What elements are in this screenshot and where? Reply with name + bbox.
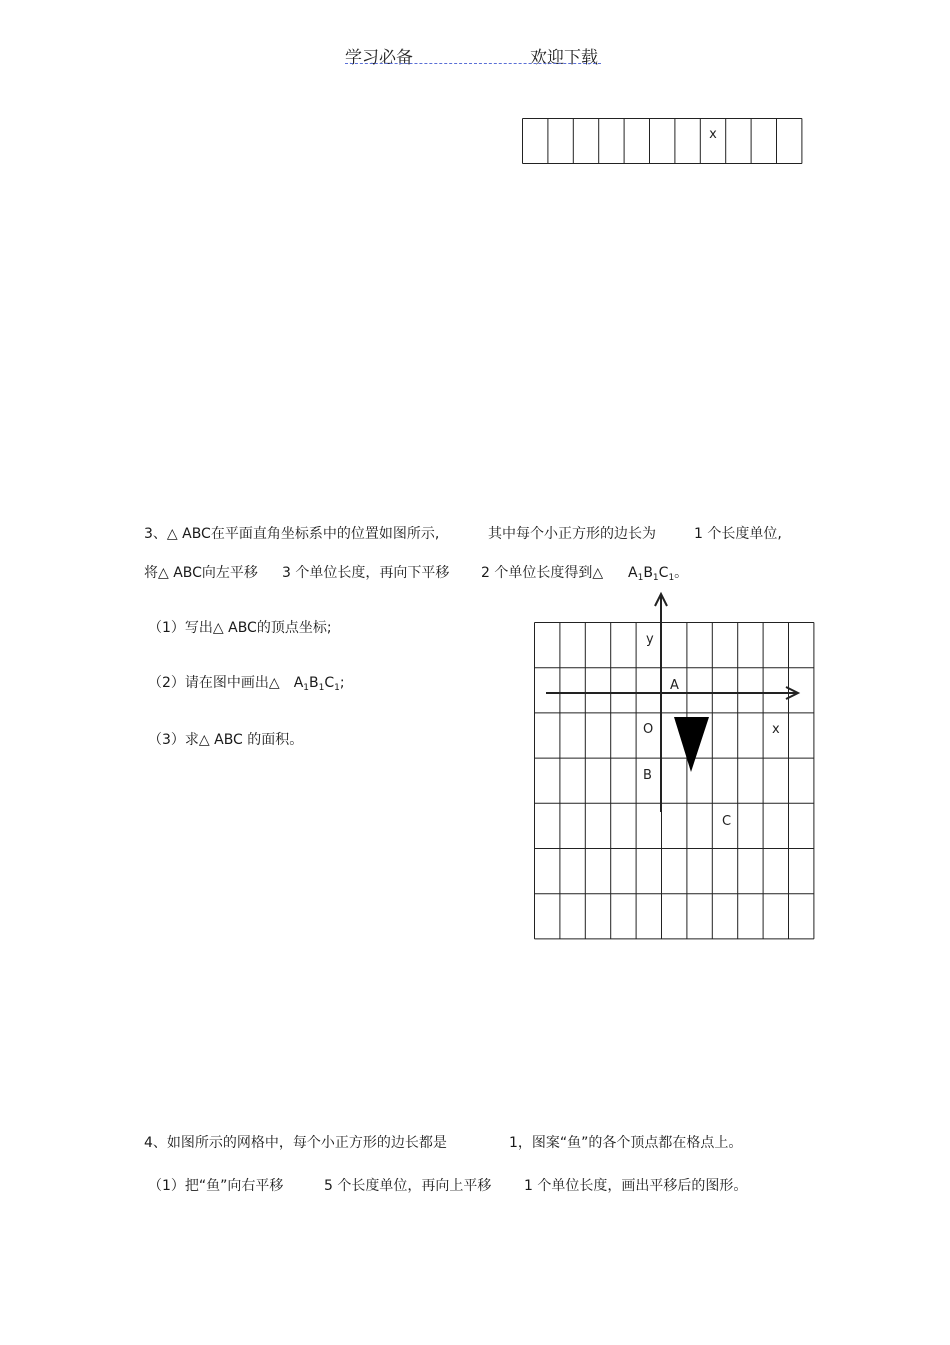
header-divider — [345, 63, 601, 64]
q4-line2-c: 1 个单位长度，画出平移后的图形。 — [524, 1178, 748, 1194]
q3-part3: （3）求△ ABC 的面积。 — [148, 732, 304, 748]
sub-1: 1 — [637, 573, 644, 583]
sym-b: B — [309, 675, 319, 691]
y-axis-label: y — [646, 632, 654, 647]
sym-a: A — [293, 675, 304, 691]
sub-1: 1 — [303, 683, 309, 693]
top-grid-strip — [522, 118, 804, 165]
sub-1: 1 — [652, 573, 659, 583]
q4-line1-b: 1，图案“鱼”的各个顶点都在格点上。 — [509, 1135, 743, 1151]
sym-c: C — [658, 565, 669, 581]
q3-part1: （1）写出△ ABC的顶点坐标; — [148, 620, 332, 636]
q4-line1-a: 4、如图所示的网格中，每个小正方形的边长都是 — [144, 1135, 447, 1151]
q3-line2-a: 将△ ABC向左平移 — [144, 565, 258, 581]
q4-line2-b: 5 个长度单位，再向上平移 — [324, 1178, 492, 1194]
sub-1: 1 — [668, 573, 675, 583]
header-right: 欢迎下载 — [530, 48, 598, 68]
coordinate-grid-figure — [534, 590, 816, 942]
q3-line2-c: 2 个单位长度得到△ — [481, 565, 604, 581]
point-a-label: A — [670, 678, 679, 693]
header-left: 学习必备 — [345, 48, 413, 68]
sub-1: 1 — [334, 683, 340, 693]
q3-part2-pre: （2）请在图中画出△ — [148, 675, 280, 691]
line-end: 。 — [674, 565, 689, 581]
x-axis-label: x — [772, 722, 780, 737]
sym-c: C — [324, 675, 335, 691]
top-grid-x-label: x — [709, 127, 717, 142]
q3-line1-c: 1 个长度单位, — [694, 526, 782, 542]
q4-line2-a: （1）把“鱼”向右平移 — [148, 1178, 284, 1194]
q3-line1-b: 其中每个小正方形的边长为 — [488, 526, 656, 542]
q3-line1-a: 3、△ ABC在平面直角坐标系中的位置如图所示, — [144, 526, 440, 542]
line-end: ; — [339, 675, 345, 691]
filled-triangle-shape — [674, 717, 709, 772]
origin-label: O — [643, 722, 654, 737]
sub-1: 1 — [318, 683, 325, 693]
point-b-label: B — [643, 768, 652, 783]
q3-line2-b: 3 个单位长度，再向下平移 — [282, 565, 450, 581]
sym-a: A — [628, 565, 638, 581]
sym-b: B — [643, 565, 653, 581]
q3-line2-triangle-a1b1c1 — [628, 564, 688, 587]
point-c-label: C — [722, 814, 732, 829]
q3-part2 — [148, 674, 345, 697]
